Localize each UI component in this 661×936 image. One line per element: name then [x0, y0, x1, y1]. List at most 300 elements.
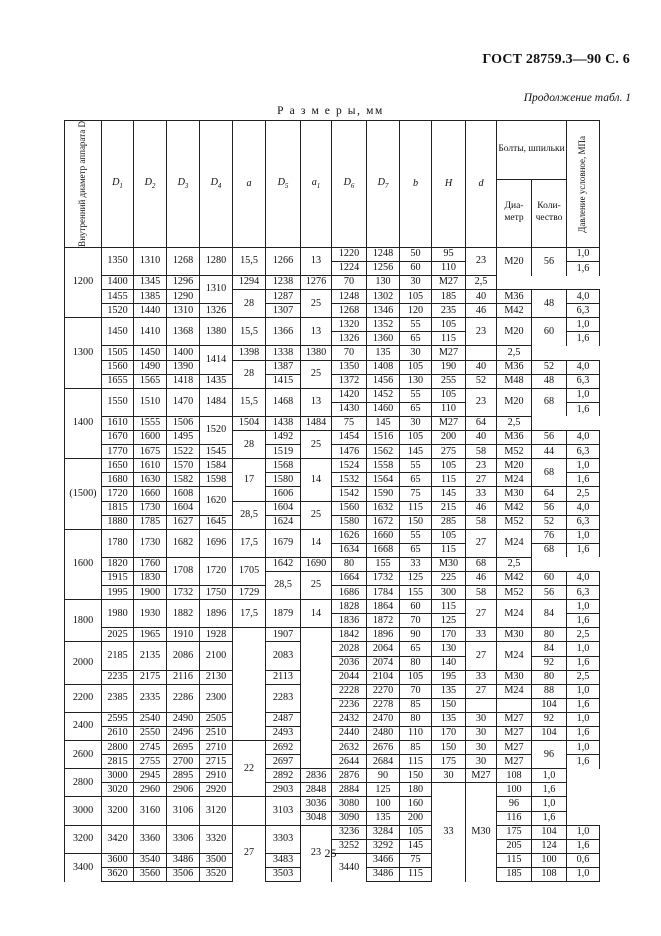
- cell-H: 200: [432, 431, 466, 445]
- cell-d: 40: [466, 290, 497, 304]
- cell-H: 105: [432, 459, 466, 473]
- cell-qty: 88: [532, 684, 567, 698]
- cell-dia: M42: [497, 304, 532, 318]
- cell-D1: 3420: [102, 825, 134, 853]
- cell-D1: 1670: [102, 431, 134, 445]
- header-D3: $D_3$: [167, 121, 200, 248]
- cell-D5: 1606: [266, 487, 301, 501]
- cell-p: 2,5: [466, 276, 497, 290]
- cell-dia: M27: [497, 755, 532, 769]
- cell-dia: M24: [497, 473, 532, 487]
- cell-p: 1,0: [567, 867, 600, 881]
- cell-D2: 1930: [134, 600, 167, 628]
- cell-D6: 1476: [332, 445, 367, 459]
- cell-p: 1,0: [567, 388, 600, 402]
- cell-D5: 2892: [266, 769, 301, 783]
- cell-d: 58: [466, 445, 497, 459]
- cell-H: 110: [432, 402, 466, 416]
- header-d: d: [466, 121, 497, 248]
- cell-D7: 2074: [367, 656, 400, 670]
- cell-D5: 1294: [233, 276, 266, 290]
- cell-p: 1,0: [532, 797, 567, 811]
- cell-D6: 1542: [332, 487, 367, 501]
- cell-D7: 1256: [367, 261, 400, 275]
- header-D1: $D_1$: [102, 121, 134, 248]
- cell-D2: 1660: [134, 487, 167, 501]
- cell-D2: 1900: [134, 586, 167, 600]
- cell-dia: M42: [497, 501, 532, 515]
- cell-b: 85: [400, 698, 432, 712]
- cell-D1: 1770: [102, 445, 134, 459]
- cell-b: 65: [400, 642, 432, 656]
- cell-D3: 1506: [167, 416, 200, 430]
- cell-D3: 3486: [167, 853, 200, 867]
- cell-D1: 1505: [102, 346, 134, 360]
- cell-H: 170: [432, 628, 466, 642]
- cell-d: 33: [466, 487, 497, 501]
- cell-H: 145: [432, 487, 466, 501]
- cell-D7: 3090: [332, 811, 367, 825]
- cell-qty: 60: [532, 571, 567, 585]
- cell-dia: M30: [497, 628, 532, 642]
- cell-D3: 2695: [167, 741, 200, 755]
- cell-qty: 84: [532, 600, 567, 628]
- cell-D1: 1450: [102, 318, 134, 346]
- cell-D2: 2135: [134, 642, 167, 670]
- cell-D6: 1626: [332, 529, 367, 543]
- cell-D3: 1368: [167, 318, 200, 346]
- cell-qty: 52: [532, 515, 567, 529]
- cell-D1: 2800: [102, 741, 134, 755]
- cell-D6: 1532: [332, 473, 367, 487]
- cell-D2: 2945: [134, 769, 167, 783]
- cell-b: 65: [400, 332, 432, 346]
- cell-p: 1,6: [567, 473, 600, 487]
- cell-D4: 2100: [200, 642, 233, 670]
- cell-b: 115: [400, 867, 432, 881]
- cell-b: 145: [400, 839, 432, 853]
- cell-p: 2,5: [567, 628, 600, 642]
- cell-D6: 1338: [266, 346, 301, 360]
- cell-a: [233, 797, 266, 825]
- cell-a: 17,5: [233, 529, 266, 557]
- cell-D3: 1418: [167, 374, 200, 388]
- cell-D6: 2440: [332, 727, 367, 741]
- cell-H: 115: [432, 332, 466, 346]
- table-row: [65, 276, 600, 290]
- cell-D7: 1360: [367, 332, 400, 346]
- cell-D5: 1604: [266, 501, 301, 515]
- cell-b: 55: [400, 388, 432, 402]
- cell-qty: 64: [466, 416, 497, 430]
- cell-D1: 1650: [102, 459, 134, 473]
- cell-b: 50: [400, 247, 432, 261]
- cell-a: 28,5: [233, 501, 266, 529]
- cell-D6: 2644: [332, 755, 367, 769]
- cell-D2: 1310: [134, 247, 167, 275]
- cell-b: 100: [367, 797, 400, 811]
- cell-D1: 1455: [102, 290, 134, 304]
- cell-p: 1,0: [567, 712, 600, 726]
- cell-p: 1,0: [567, 825, 600, 839]
- cell-D1: 1815: [102, 501, 134, 515]
- cell-D7: 1564: [367, 473, 400, 487]
- cell-D2: 1600: [134, 431, 167, 445]
- cell-D6: 2228: [332, 684, 367, 698]
- cell-H: 125: [432, 614, 466, 628]
- cell-a1: [301, 628, 332, 769]
- cell-a: 15,5: [233, 247, 266, 275]
- table-row: [65, 529, 600, 543]
- cell-a1: 13: [301, 318, 332, 346]
- cell-D5: 1468: [266, 388, 301, 416]
- cell-D2: 1410: [134, 318, 167, 346]
- cell-D2: 1385: [134, 290, 167, 304]
- cell-b: 115: [400, 501, 432, 515]
- cell-qty: [466, 346, 497, 360]
- cell-D6: 1642: [266, 557, 301, 571]
- cell-dia: M27: [497, 712, 532, 726]
- cell-H: 225: [432, 571, 466, 585]
- cell-qty: 60: [532, 318, 567, 346]
- cell-H: 115: [497, 853, 532, 867]
- dimensions-table: [64, 120, 600, 882]
- cell-D7: 1672: [367, 515, 400, 529]
- cell-b: 75: [400, 487, 432, 501]
- cell-D3: 1608: [167, 487, 200, 501]
- cell-H: 205: [497, 839, 532, 853]
- cell-D6: 1560: [332, 501, 367, 515]
- cell-D6: 1372: [332, 374, 367, 388]
- cell-qty: 44: [532, 445, 567, 459]
- cell-b: 55: [400, 459, 432, 473]
- cell-qty: 76: [532, 529, 567, 543]
- cell-qty: 48: [532, 374, 567, 388]
- cell-b: 55: [400, 529, 432, 543]
- cell-a: [233, 628, 266, 741]
- cell-p: 1,0: [567, 247, 600, 261]
- cell-p: 4,0: [567, 501, 600, 515]
- cell-D1: 2185: [102, 642, 134, 670]
- table-row: [65, 571, 600, 585]
- cell-H: 95: [432, 247, 466, 261]
- cell-dia: M24: [497, 684, 532, 698]
- table-row: [65, 445, 600, 459]
- cell-c0: 3200: [65, 825, 102, 853]
- cell-qty: 52: [532, 360, 567, 374]
- table-row: [65, 346, 600, 360]
- cell-dia: M36: [497, 290, 532, 304]
- cell-D3: 3106: [167, 797, 200, 825]
- cell-b: 65: [400, 543, 432, 557]
- cell-H: 150: [400, 769, 432, 783]
- cell-D7: 1732: [367, 571, 400, 585]
- table-row: [65, 459, 600, 473]
- cell-D5: 1729: [233, 586, 266, 600]
- table-row: [65, 684, 600, 698]
- cell-D5: 3103: [266, 797, 301, 825]
- cell-qty: 84: [532, 642, 567, 656]
- cell-D1: 1560: [102, 360, 134, 374]
- table-row: [65, 825, 600, 839]
- cell-b: 105: [400, 431, 432, 445]
- cell-H: 105: [432, 318, 466, 332]
- cell-b: 80: [332, 557, 367, 571]
- cell-dia: M48: [497, 374, 532, 388]
- cell-D5: 2083: [266, 642, 301, 670]
- cell-D2: 1730: [134, 529, 167, 557]
- cell-H: 185: [497, 867, 532, 881]
- cell-a: 27: [233, 825, 266, 881]
- cell-D2: 2745: [134, 741, 167, 755]
- cell-d: 46: [466, 501, 497, 515]
- cell-dia: M36: [497, 431, 532, 445]
- cell-D6: 1268: [332, 304, 367, 318]
- cell-p: 1,6: [567, 755, 600, 769]
- cell-D6: 2836: [301, 769, 332, 783]
- cell-qty: 108: [532, 867, 567, 881]
- cell-p: 1,0: [532, 769, 567, 783]
- cell-D2: 3160: [134, 797, 167, 825]
- cell-D2: 3540: [134, 853, 167, 867]
- cell-D2: 2335: [134, 684, 167, 712]
- cell-H: 170: [432, 727, 466, 741]
- cell-dia: M52: [497, 445, 532, 459]
- cell-D4: 1896: [200, 600, 233, 628]
- cell-a: 17: [233, 459, 266, 501]
- table-row: [65, 290, 600, 304]
- cell-D1: 1915: [102, 571, 134, 585]
- cell-H: 115: [432, 473, 466, 487]
- cell-D2: 2540: [134, 712, 167, 726]
- cell-dia: M52: [497, 515, 532, 529]
- cell-a1: 25: [301, 290, 332, 318]
- cell-qty: 104: [532, 698, 567, 712]
- cell-D7: 1346: [367, 304, 400, 318]
- cell-dia: M27: [466, 769, 497, 783]
- cell-D1: 1980: [102, 600, 134, 628]
- cell-D5: 2487: [266, 712, 301, 726]
- cell-D2: 1490: [134, 360, 167, 374]
- cell-p: 6,3: [567, 304, 600, 318]
- cell-H: 175: [497, 825, 532, 839]
- cell-d: 33: [400, 557, 432, 571]
- cell-a1: 14: [301, 600, 332, 628]
- cell-p: 1,6: [567, 332, 600, 346]
- cell-D7: 1302: [367, 290, 400, 304]
- cell-b: 70: [400, 614, 432, 628]
- cell-b: 120: [400, 304, 432, 318]
- cell-D7: 1456: [367, 374, 400, 388]
- cell-H: 235: [432, 304, 466, 318]
- cell-D6: 2028: [332, 642, 367, 656]
- cell-D6: 3236: [332, 825, 367, 839]
- table-row: [65, 755, 600, 769]
- table-row: [65, 431, 600, 445]
- cell-D4: 1645: [200, 515, 233, 529]
- cell-D6: 2236: [332, 698, 367, 712]
- cell-a1: 25: [301, 501, 332, 529]
- cell-D7: 1484: [301, 416, 332, 430]
- cell-D7: 1690: [301, 557, 332, 571]
- cell-D3: 2895: [167, 769, 200, 783]
- cell-D4: 3520: [200, 867, 233, 881]
- cell-D2: 1610: [134, 459, 167, 473]
- cell-qty: 100: [532, 853, 567, 867]
- cell-D2: 1965: [134, 628, 167, 642]
- cell-D3: 1296: [167, 276, 200, 290]
- cell-dia: M30: [497, 487, 532, 501]
- cell-dia: [497, 698, 532, 712]
- cell-D4: 1696: [200, 529, 233, 557]
- cell-D7: 1562: [367, 445, 400, 459]
- cell-D3: 2086: [167, 642, 200, 670]
- table-row: [65, 247, 600, 261]
- cell-p: 1,0: [567, 642, 600, 656]
- cell-b: 135: [367, 811, 400, 825]
- cell-D2: 1555: [134, 416, 167, 430]
- cell-H: 285: [432, 515, 466, 529]
- cell-D1: 3200: [102, 797, 134, 825]
- cell-D5: 1879: [266, 600, 301, 628]
- cell-qty: 56: [532, 586, 567, 600]
- cell-b: 65: [400, 402, 432, 416]
- cell-D6: 1326: [332, 332, 367, 346]
- cell-b: 105: [400, 825, 432, 839]
- cell-a1: 25: [301, 571, 332, 599]
- cell-c0: 1300: [65, 318, 102, 388]
- cell-D1: 1880: [102, 515, 134, 529]
- cell-b: 80: [400, 712, 432, 726]
- cell-D4: 1584: [200, 459, 233, 473]
- cell-c0: 2800: [65, 769, 102, 797]
- cell-D2: 1830: [134, 571, 167, 585]
- cell-D7: 1248: [367, 247, 400, 261]
- cell-D6: 1238: [266, 276, 301, 290]
- cell-H: 180: [400, 783, 432, 797]
- cell-p: 4,0: [567, 360, 600, 374]
- cell-d: 52: [466, 374, 497, 388]
- cell-D6: 3252: [332, 839, 367, 853]
- cell-d: 46: [466, 571, 497, 585]
- cell-D3: 2906: [167, 783, 200, 797]
- cell-D7: 2064: [367, 642, 400, 656]
- cell-dia: M30: [432, 557, 466, 571]
- cell-D1: 1350: [102, 247, 134, 275]
- cell-p: 1,0: [567, 684, 600, 698]
- cell-D2: 1675: [134, 445, 167, 459]
- cell-qty: 96: [532, 741, 567, 769]
- cell-a1: 23: [301, 825, 332, 881]
- cell-d: 23: [466, 247, 497, 275]
- cell-D6: 2632: [332, 741, 367, 755]
- cell-D1: 1655: [102, 374, 134, 388]
- cell-D3: 1390: [167, 360, 200, 374]
- cell-qty: 56: [532, 247, 567, 275]
- cell-c0: 1200: [65, 247, 102, 317]
- table-body: [65, 247, 600, 881]
- cell-D6: 3036: [301, 797, 332, 811]
- cell-p: 4,0: [567, 290, 600, 304]
- cell-D1: 1995: [102, 586, 134, 600]
- cell-D3: 3306: [167, 825, 200, 853]
- cell-dia: M42: [497, 571, 532, 585]
- cell-dia: M20: [497, 459, 532, 473]
- cell-D3: 2286: [167, 684, 200, 712]
- cell-D4: 1380: [200, 318, 233, 346]
- cell-D5: 3483: [266, 853, 301, 867]
- cell-d: 58: [466, 515, 497, 529]
- cell-D4: 3320: [200, 825, 233, 853]
- cell-D6: 3440: [332, 853, 367, 881]
- cell-D1: 2235: [102, 670, 134, 684]
- cell-b: 90: [367, 769, 400, 783]
- cell-dia: M20: [497, 247, 532, 275]
- cell-b: 90: [400, 628, 432, 642]
- cell-dia: M36: [497, 360, 532, 374]
- cell-b: 70: [332, 346, 367, 360]
- cell-d: 58: [466, 586, 497, 600]
- cell-D5: 2903: [266, 783, 301, 797]
- table-row: [65, 304, 600, 318]
- cell-D1: 1720: [102, 487, 134, 501]
- cell-d: 27: [466, 600, 497, 628]
- cell-D4: 2715: [200, 755, 233, 769]
- cell-qty: 80: [532, 628, 567, 642]
- cell-D3: 1470: [167, 388, 200, 416]
- cell-D3: 1582: [167, 473, 200, 487]
- cell-b: 75: [400, 853, 432, 867]
- cell-D1: 1520: [102, 304, 134, 318]
- cell-H: 115: [432, 600, 466, 614]
- cell-D6: 2848: [301, 783, 332, 797]
- cell-D5: 1519: [266, 445, 301, 459]
- cell-D7: 1516: [367, 431, 400, 445]
- header-D2: $D_2$: [134, 121, 167, 248]
- cell-D2: 2755: [134, 755, 167, 769]
- cell-D1: 2815: [102, 755, 134, 769]
- cell-D5: 3503: [266, 867, 301, 881]
- cell-b: 105: [400, 360, 432, 374]
- header-D6: $D_6$: [332, 121, 367, 248]
- cell-qty: 108: [497, 769, 532, 783]
- cell-b: 65: [400, 473, 432, 487]
- header-b: b: [400, 121, 432, 248]
- cell-b: 85: [400, 741, 432, 755]
- cell-H: 110: [432, 261, 466, 275]
- cell-D5: 1492: [266, 431, 301, 445]
- cell-D1: 2385: [102, 684, 134, 712]
- cell-p: 6,3: [567, 515, 600, 529]
- cell-p: 1,6: [567, 614, 600, 628]
- cell-D5: 1307: [266, 304, 301, 318]
- cell-H: 150: [432, 698, 466, 712]
- cell-H: 140: [432, 656, 466, 670]
- cell-D1: 1400: [102, 276, 134, 290]
- cell-p: 2,5: [497, 346, 532, 360]
- cell-b: 105: [400, 670, 432, 684]
- header-D7: $D_7$: [367, 121, 400, 248]
- cell-D3: 2700: [167, 755, 200, 769]
- table-row: [65, 642, 600, 656]
- cell-D7: 1380: [301, 346, 332, 360]
- cell-b: 60: [400, 600, 432, 614]
- cell-p: 6,3: [567, 445, 600, 459]
- header-H: H: [432, 121, 466, 248]
- cell-D5: 1387: [266, 360, 301, 374]
- cell-D3: 1268: [167, 247, 200, 275]
- cell-D7: 1896: [367, 628, 400, 642]
